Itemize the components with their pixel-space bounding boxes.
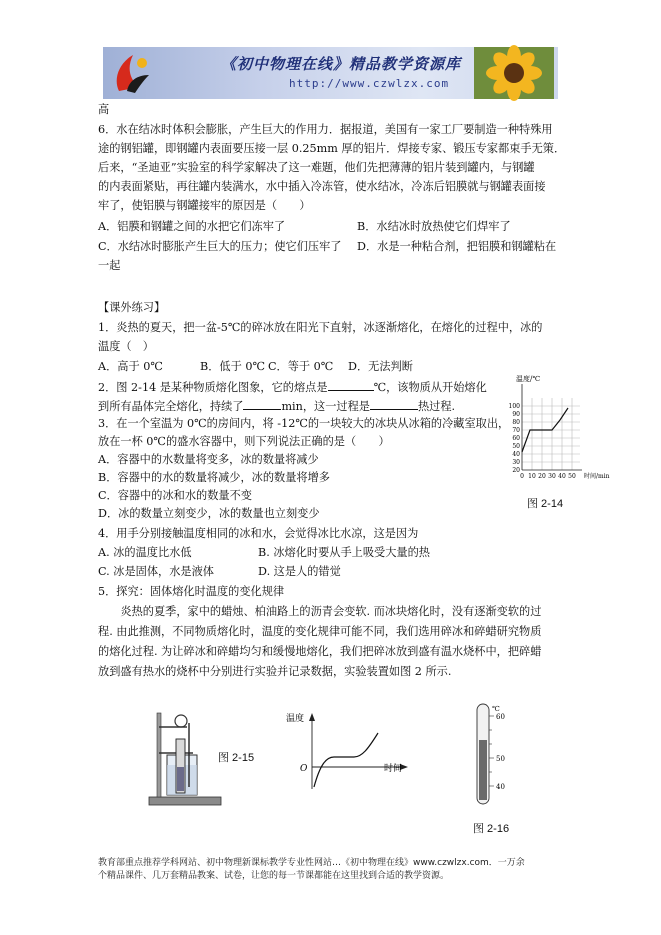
- option-1a: A．高于 0℃: [98, 360, 163, 373]
- sunflower-icon: [474, 47, 554, 99]
- y-tick: 30: [512, 459, 520, 466]
- question-2-line-1: 2．图 2-14 是某种物质熔化图象，它的熔点是 ℃，该物质从开始熔化: [98, 381, 487, 394]
- option-3b: B．容器中的水的数量将减少，冰的数量将增多: [98, 471, 330, 484]
- x-tick: 20: [538, 473, 546, 480]
- option-4d: D. 这是人的错觉: [258, 565, 341, 578]
- question-6-line-5: 牢了，使铝膜与钢罐接牢的原因是（ ）: [98, 199, 311, 212]
- section-heading: 【课外练习】: [98, 301, 166, 314]
- figure-2-16-thermometer: [470, 700, 530, 810]
- y-tick: 60: [512, 435, 520, 442]
- question-6-line-2: 途的钢铝罐，即钢罐内表面要压接一层 0.25mm 厚的铝片．焊接专家、锻压专家都束手无策．: [98, 142, 566, 155]
- option-3d: D．冰的数量立刻变少，冰的数量也立刻变少: [98, 507, 320, 520]
- y-tick: 70: [512, 427, 520, 434]
- header-banner: [103, 47, 558, 99]
- text-line: 高: [98, 103, 110, 116]
- question-5-line-3: 的熔化过程. 为让碎冰和碎蜡均匀和缓慢地熔化，我们把碎冰放到盛有温水烧杯中，把碎蜡: [98, 645, 542, 658]
- y-tick: 40: [512, 451, 520, 458]
- question-4: 4．用手分别接触温度相同的冰和水，会觉得冰比水凉，这是因为: [98, 527, 419, 540]
- x-tick: 30: [548, 473, 556, 480]
- axis-label-x: 时间/min: [584, 473, 610, 480]
- figure-2-14: [502, 372, 614, 494]
- question-6-line-4: 的内表面紧贴，再往罐内装满水，水中插入冷冻管，使水结冰，冷冻后铝膜就与钢罐表面接: [98, 180, 546, 193]
- axis-label-y: 温度: [286, 714, 305, 724]
- option-6d: D．水是一种粘合剂，把铝膜和钢罐粘在: [357, 240, 557, 253]
- site-logo-icon: [109, 51, 153, 95]
- tick-label: 40: [496, 783, 505, 791]
- caption-fig-2-16: 图 2-16: [473, 823, 510, 835]
- y-tick: 100: [508, 403, 520, 410]
- question-6-line-3: 后来，“圣迪亚”实验室的科学家解决了这一难题，他们先把薄薄的铝片装到罐内，与钢罐: [98, 161, 535, 174]
- option-6d-cont: 一起: [98, 259, 121, 272]
- site-title: 《初中物理在线》精品教学资源库: [221, 55, 462, 73]
- question-1-line-1: 1．炎热的夏天，把一盆-5℃的碎冰放在阳光下直射，冰逐渐熔化，在熔化的过程中，冰的: [98, 321, 543, 334]
- option-4c: C. 冰是固体，水是液体: [98, 565, 214, 578]
- option-4b: B. 冰熔化时要从手上吸受大量的热: [258, 546, 430, 559]
- axis-label-y: 温度/℃: [516, 375, 541, 383]
- option-6a: A．铝膜和钢罐之间的水把它们冻牢了: [98, 220, 286, 233]
- option-6b: B．水结冰时放热使它们焊牢了: [357, 220, 511, 233]
- question-6-line-1: 6．水在结冰时体积会膨胀，产生巨大的作用力．据报道，美国有一家工厂要制造一种特殊用: [98, 123, 553, 136]
- option-4a: A. 冰的温度比水低: [98, 546, 192, 559]
- option-1c: C．等于 0℃: [268, 360, 334, 373]
- option-1b: B．低于 0℃: [200, 360, 265, 373]
- footer-line-1: 教育部重点推荐学科网站、初中物理新课标教学专业性网站…《初中物理在线》www.czwlzx.com．一万余: [98, 858, 525, 868]
- y-tick: 90: [512, 411, 520, 418]
- footer-line-2: 个精品课件、几万套精品教案、试卷，让您的每一节课都能在这里找到合适的教学资源。: [98, 871, 450, 881]
- axis-label-x: 时间: [384, 764, 403, 774]
- option-1d: D．无法判断: [348, 360, 413, 373]
- y-tick: 80: [512, 419, 520, 426]
- answer-blank[interactable]: [370, 398, 418, 410]
- option-3a: A．容器中的水数量将变多，冰的数量将减少: [98, 453, 319, 466]
- caption-fig-2-15: 图 2-15: [218, 752, 255, 764]
- site-url[interactable]: http://www.czwlzx.com: [289, 77, 450, 90]
- question-5-line-1: 炎热的夏季，家中的蜡烛、柏油路上的沥青会变软. 而冰块熔化时，没有逐渐变软的过: [98, 605, 542, 618]
- tick-label: 60: [496, 713, 505, 721]
- tick-label: 50: [496, 755, 505, 763]
- option-6c: C．水结冰时膨胀产生巨大的压力；使它们压牢了: [98, 240, 342, 253]
- answer-blank[interactable]: [328, 379, 374, 391]
- figure-2-15-graph: [286, 705, 422, 795]
- y-tick: 20: [512, 467, 520, 474]
- question-5-heading: 5．探究：固体熔化时温度的变化规律: [98, 585, 285, 598]
- question-5-line-4: 放到盛有热水的烧杯中分别进行实验并记录数据，实验装置如图 2 所示.: [98, 665, 452, 678]
- option-3c: C．容器中的冰和水的数量不变: [98, 489, 252, 502]
- y-tick: 50: [512, 443, 520, 450]
- answer-blank[interactable]: [243, 398, 281, 410]
- question-3-line-1: 3．在一个室温为 0℃的房间内，将 -12℃的一块较大的冰块从冰箱的冷藏室取出，: [98, 417, 510, 430]
- x-tick: 40: [558, 473, 566, 480]
- figure-2-15-apparatus: [145, 705, 225, 810]
- question-2-line-2: 到所有晶体完全熔化，持续了 min，这一过程是 热过程.: [98, 400, 456, 413]
- question-5-line-2: 程. 由此推测，不同物质熔化时，温度的变化规律可能不同，我们选用碎冰和碎蜡研究物质: [98, 625, 542, 638]
- origin-label: O: [300, 764, 308, 774]
- x-tick: 10: [528, 473, 536, 480]
- x-tick: 50: [568, 473, 576, 480]
- question-1-line-2: 温度（ ）: [98, 340, 154, 353]
- caption-fig-2-14: 图 2-14: [527, 498, 564, 510]
- x-tick: 0: [520, 473, 524, 480]
- question-3-line-2: 放在一杯 0℃的盛水容器中，则下列说法正确的是（ ）: [98, 435, 390, 448]
- unit-label: ℃: [492, 705, 500, 713]
